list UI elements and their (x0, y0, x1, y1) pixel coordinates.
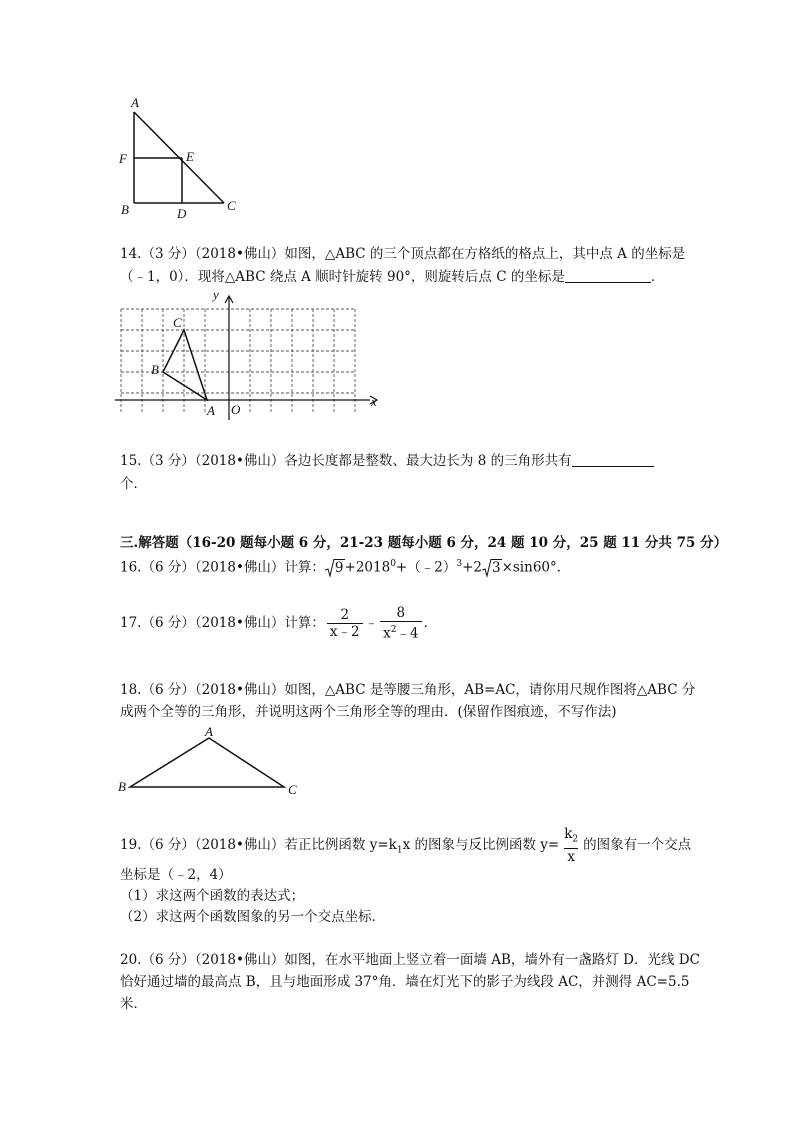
label-a: A (205, 724, 213, 739)
question-16: 16.（6 分）（2018•佛山）计算： $9+2018^0+(﹣2)^3+2$ 3×sin60°． (120, 559, 571, 576)
label-y: y (213, 287, 219, 302)
question-17: 17.（6 分）（2018•佛山）计算： $\frac{2}{x﹣2}$ ﹣ $\frac{8}{x^2﹣4}$ ． (120, 605, 438, 642)
label-x: x (371, 394, 377, 409)
section-3-heading: 三.解答题（16-20 题每小题 6 分，21-23 题每小题 6 分，24 题 10 分，25 题 11 分共 75 分） (120, 535, 728, 551)
label-c: C (288, 782, 297, 797)
figure-grid-triangle (110, 286, 395, 426)
question-14-line-1: 14.（3 分）（2018•佛山）如图，△ABC 的三个顶点都在方格纸的格点上，其中点 A 的坐标是 (120, 246, 686, 262)
question-20-line-2: 恰好通过墙的最高点 B，且与地面形成 37°角．墙在灯光下的影子为线段 AC，并测得 AC=5.5 (120, 974, 690, 990)
sqrt-9: 9 (325, 558, 345, 578)
label-c: C (227, 198, 236, 213)
question-19-line-1: 19.（6 分）（2018•佛山）若正比例函数 $y=k_1x$ 的图象与反比例函数 y= $\frac{k_2}{x}$ 的图象有一个交点 (120, 826, 692, 865)
fraction-2-over-x-minus-2: $\frac{2}{x﹣2}$ (327, 607, 363, 640)
label-a: A (131, 95, 139, 110)
question-20-line-3: 米． (120, 996, 147, 1012)
fraction-k2-over-x: $\frac{k_2}{x}$ (564, 826, 579, 865)
label-b: B (121, 202, 129, 217)
question-14-line-2: （﹣1，0）．现将△ABC 绕点 A 顺时针旋转 90°，则旋转后点 C 的坐标是 ． (120, 269, 665, 285)
label-o: O (231, 402, 241, 417)
triangle-abc (163, 330, 207, 400)
question-18-line-2: 成两个全等的三角形，并说明这两个三角形全等的理由．(保留作图痕迹，不写作法) (120, 704, 617, 720)
answer-blank-14[interactable] (565, 268, 651, 283)
label-e: E (186, 149, 194, 164)
label-c: C (173, 315, 182, 330)
fraction-8-over-x2-minus-4: $\frac{8}{x^2﹣4}$ (380, 605, 421, 642)
label-b: B (151, 362, 159, 377)
figure-isosceles-triangle (112, 724, 312, 800)
question-15-line-2: 个． (120, 476, 147, 492)
answer-blank-15[interactable] (572, 452, 654, 467)
question-19-item-1: （1）求这两个函数的表达式； (120, 888, 305, 904)
sqrt-3: 3 (482, 558, 502, 578)
question-20-line-1: 20.（6 分）（2018•佛山）如图，在水平地面上竖立着一面墙 AB，墙外有一盏路灯 D．光线 DC (120, 952, 700, 968)
figure-right-triangle-square (112, 92, 252, 222)
label-b: B (118, 779, 126, 794)
label-d: D (177, 206, 187, 221)
question-19-line-2: 坐标是（﹣2，4） (120, 867, 232, 883)
question-18-line-1: 18.（6 分）（2018•佛山）如图，△ABC 是等腰三角形，AB=AC，请你用尺规作图将△ABC 分 (120, 682, 696, 698)
label-f: F (119, 151, 127, 166)
question-19-item-2: （2）求这两个函数图象的另一个交点坐标． (120, 909, 386, 925)
question-15-line-1: 15.（3 分）（2018•佛山）各边长度都是整数、最大边长为 8 的三角形共有 (120, 451, 654, 471)
label-a: A (207, 403, 215, 418)
triangle-abc (130, 738, 284, 787)
